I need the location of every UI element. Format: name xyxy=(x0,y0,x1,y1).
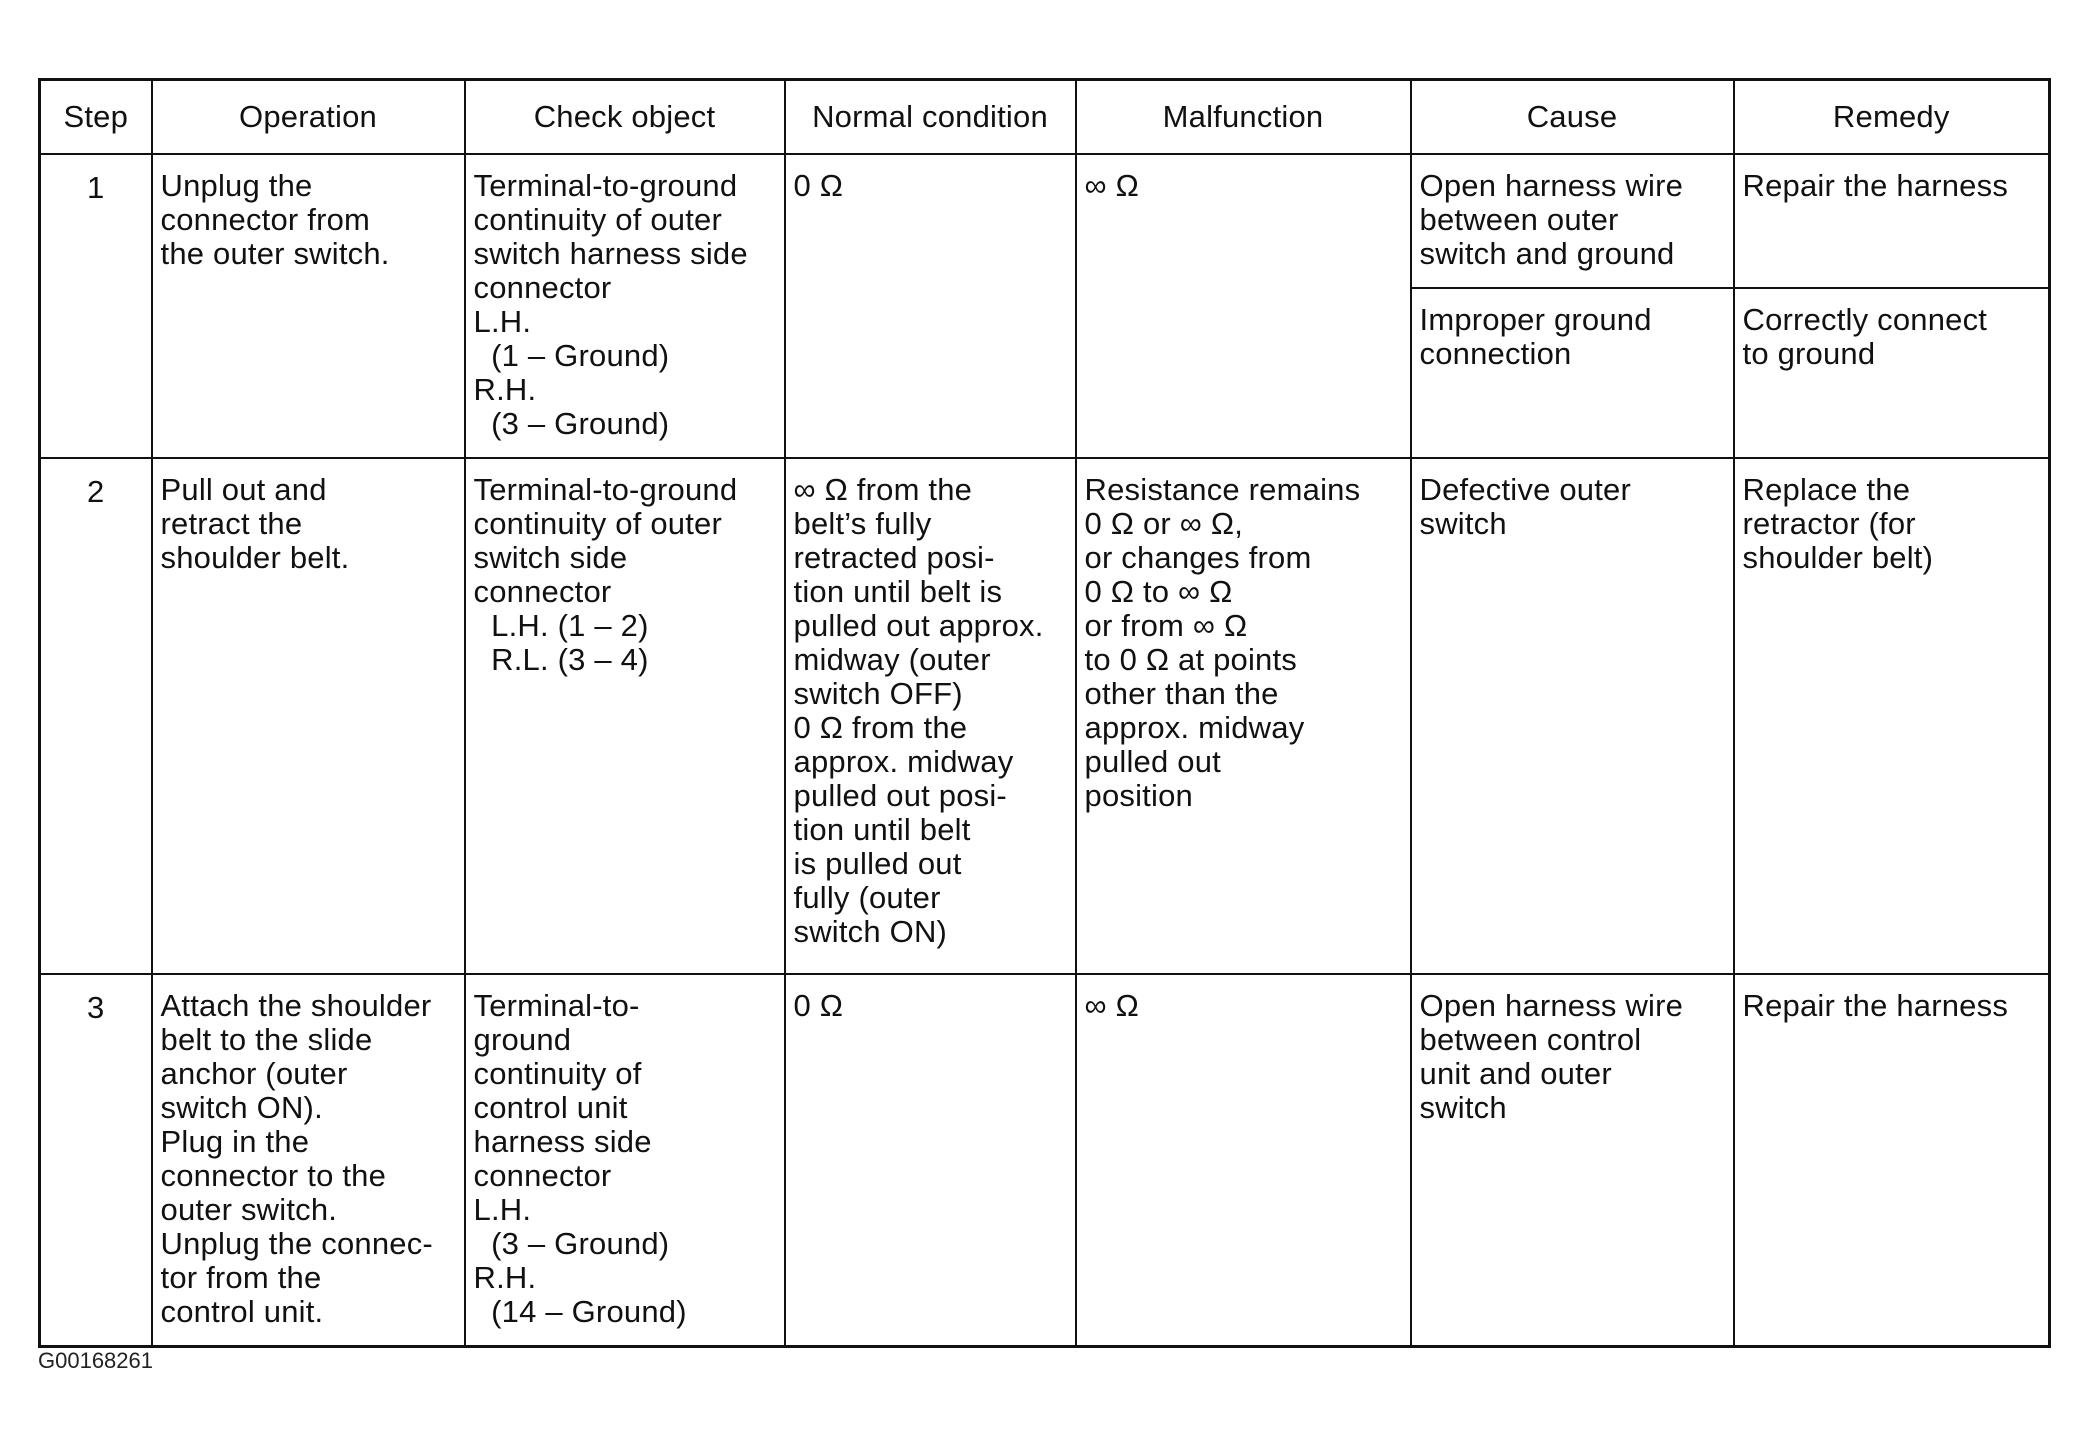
figure-code: G00168261 xyxy=(38,1348,153,1373)
step-number: 1 xyxy=(40,154,152,458)
cause-cell: Open harness wire between control unit and outer switch xyxy=(1411,974,1734,1346)
header-malfunction: Malfunction xyxy=(1076,80,1411,155)
table-row xyxy=(40,458,2050,974)
normal-condition-cell: ∞ Ω from the belt’s fully retracted posi- tion until belt is pulled out approx. midway (outer switch OFF) 0 Ω from the approx. midway pulled out posi- tion until belt is pulled out fully (outer switch ON) xyxy=(785,458,1076,974)
header-operation: Operation xyxy=(152,80,465,155)
remedy-cell: Replace the retractor (for shoulder belt) xyxy=(1734,458,2050,974)
malfunction-cell: Resistance remains 0 Ω or ∞ Ω, or changes from 0 Ω to ∞ Ω or from ∞ Ω to 0 Ω at points other than the approx. midway pulled out position xyxy=(1076,458,1411,974)
step-number: 2 xyxy=(40,458,152,974)
check-object-cell: Terminal-to- ground continuity of control unit harness side connector L.H. (3 – Ground) R.H. (14 – Ground) xyxy=(465,974,785,1346)
cause-cell: Improper ground connection xyxy=(1411,288,1734,458)
header-row xyxy=(40,80,2050,155)
step-number: 3 xyxy=(40,974,152,1346)
diagnosis-table-wrapper xyxy=(38,78,2048,1348)
remedy-cell: Repair the harness xyxy=(1734,974,2050,1346)
header-cause: Cause xyxy=(1411,80,1734,155)
operation-cell: Pull out and retract the shoulder belt. xyxy=(152,458,465,974)
cause-cell: Defective outer switch xyxy=(1411,458,1734,974)
header-check-object: Check object xyxy=(465,80,785,155)
table-row xyxy=(40,974,2050,1346)
normal-condition-cell: 0 Ω xyxy=(785,974,1076,1346)
operation-cell: Unplug the connector from the outer switch. xyxy=(152,154,465,458)
table-row xyxy=(40,154,2050,288)
header-normal-condition: Normal condition xyxy=(785,80,1076,155)
malfunction-cell: ∞ Ω xyxy=(1076,154,1411,458)
check-object-cell: Terminal-to-ground continuity of outer switch harness side connector L.H. (1 – Ground) R.H. (3 – Ground) xyxy=(465,154,785,458)
malfunction-cell: ∞ Ω xyxy=(1076,974,1411,1346)
header-remedy: Remedy xyxy=(1734,80,2050,155)
operation-cell: Attach the shoulder belt to the slide anchor (outer switch ON). Plug in the connector to the outer switch. Unplug the connec- tor from the control unit. xyxy=(152,974,465,1346)
check-object-cell: Terminal-to-ground continuity of outer switch side connector L.H. (1 – 2) R.L. (3 – 4) xyxy=(465,458,785,974)
header-step: Step xyxy=(40,80,152,155)
normal-condition-cell: 0 Ω xyxy=(785,154,1076,458)
remedy-cell: Correctly connect to ground xyxy=(1734,288,2050,458)
remedy-cell: Repair the harness xyxy=(1734,154,2050,288)
cause-cell: Open harness wire between outer switch and ground xyxy=(1411,154,1734,288)
diagnosis-table xyxy=(38,78,2051,1348)
